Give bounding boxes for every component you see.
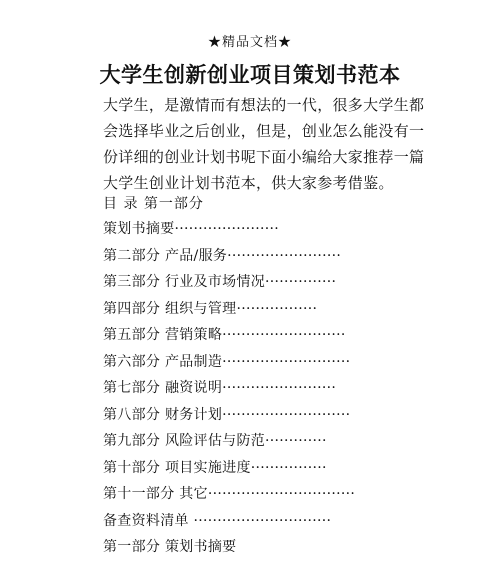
toc-item-part-11: 第十一部分 其它······························· <box>103 486 356 502</box>
toc-item-part-4: 第四部分 组织与管理················· <box>103 300 318 317</box>
table-of-contents <box>103 219 443 564</box>
section-heading-part-1: 第一部分 策划书摘要 <box>103 539 237 555</box>
toc-item-part-3: 第三部分 行业及市场情况··············· <box>103 274 337 290</box>
intro-paragraph: 大学生，是激情而有想法的一代，很多大学生都会选择毕业之后创业，但是，创业怎么能没有一份详细的创业计划书呢下面小编给大家推荐一篇大学生创业计划书范本，供大家参考借鉴。 <box>103 96 425 192</box>
toc-heading: 目 录 第一部分 <box>103 196 204 212</box>
toc-item-part-10: 第十部分 项目实施进度················ <box>103 459 327 476</box>
toc-item-part-8: 第八部分 财务计划··························· <box>103 406 351 423</box>
document-title: 大学生创新创业项目策划书范本 <box>99 62 401 87</box>
header-mark: ★精品文档★ <box>207 35 292 50</box>
toc-item-part-5: 第五部分 营销策略·························· <box>103 327 346 343</box>
toc-item-part-6: 第六部分 产品制造··························· <box>103 353 351 370</box>
toc-item-appendix: 备查资料清单 ····························· <box>103 512 332 529</box>
toc-item-part-7: 第七部分 融资说明························ <box>103 380 337 396</box>
toc-item-part-9: 第九部分 风险评估与防范············· <box>103 433 327 449</box>
toc-item-part-2: 第二部分 产品/服务························ <box>103 247 342 264</box>
toc-item-summary: 策划书摘要······················ <box>103 221 280 237</box>
